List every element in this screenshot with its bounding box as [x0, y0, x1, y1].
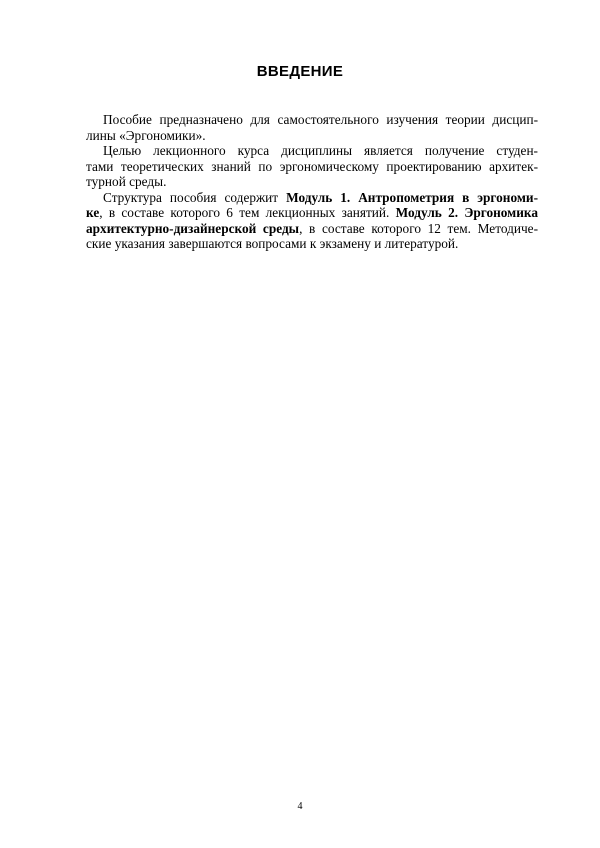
- paragraph-2-line-2: тами теоретических знаний по эргономическому проектированию архитек-: [86, 158, 538, 174]
- paragraph-3-text: Структура пособия содержит: [103, 189, 287, 205]
- paragraph-3-line-4: ские указания завершаются вопросами к экзамену и литературой.: [86, 236, 459, 251]
- page-number: 4: [297, 801, 303, 812]
- paragraph-3-line-1: [86, 190, 538, 206]
- paragraph-2: [86, 143, 538, 190]
- paragraph-2-line-3: турной среды.: [86, 174, 167, 189]
- module-1-title: Модуль 1. Антропометрия в эргономи-: [286, 189, 538, 205]
- paragraph-3-line-2: [86, 205, 538, 221]
- module-2-title: Модуль 2. Эргономика: [395, 205, 538, 220]
- paragraph-1: [86, 112, 538, 143]
- module-2-title-end: архитектурно-дизайнерской среды: [86, 220, 300, 236]
- paragraph-3-text: , в составе которого 6 тем лекционных занятий.: [99, 205, 396, 220]
- paragraph-2-line-1: Целью лекционного курса дисциплины является получение студен-: [103, 143, 538, 158]
- paragraph-3: [86, 190, 538, 252]
- body-text: [86, 112, 538, 252]
- paragraph-1-line-2: лины «Эргономики».: [86, 127, 206, 143]
- page-title: ВВЕДЕНИЕ: [256, 63, 344, 80]
- paragraph-3-line-3: [86, 221, 538, 237]
- module-1-title-end: ке: [86, 205, 100, 220]
- paragraph-3-text: , в составе которого 12 тем. Методиче-: [299, 220, 538, 236]
- paragraph-1-line-1: Пособие предназначено для самостоятельного изучения теории дисцип-: [103, 112, 538, 127]
